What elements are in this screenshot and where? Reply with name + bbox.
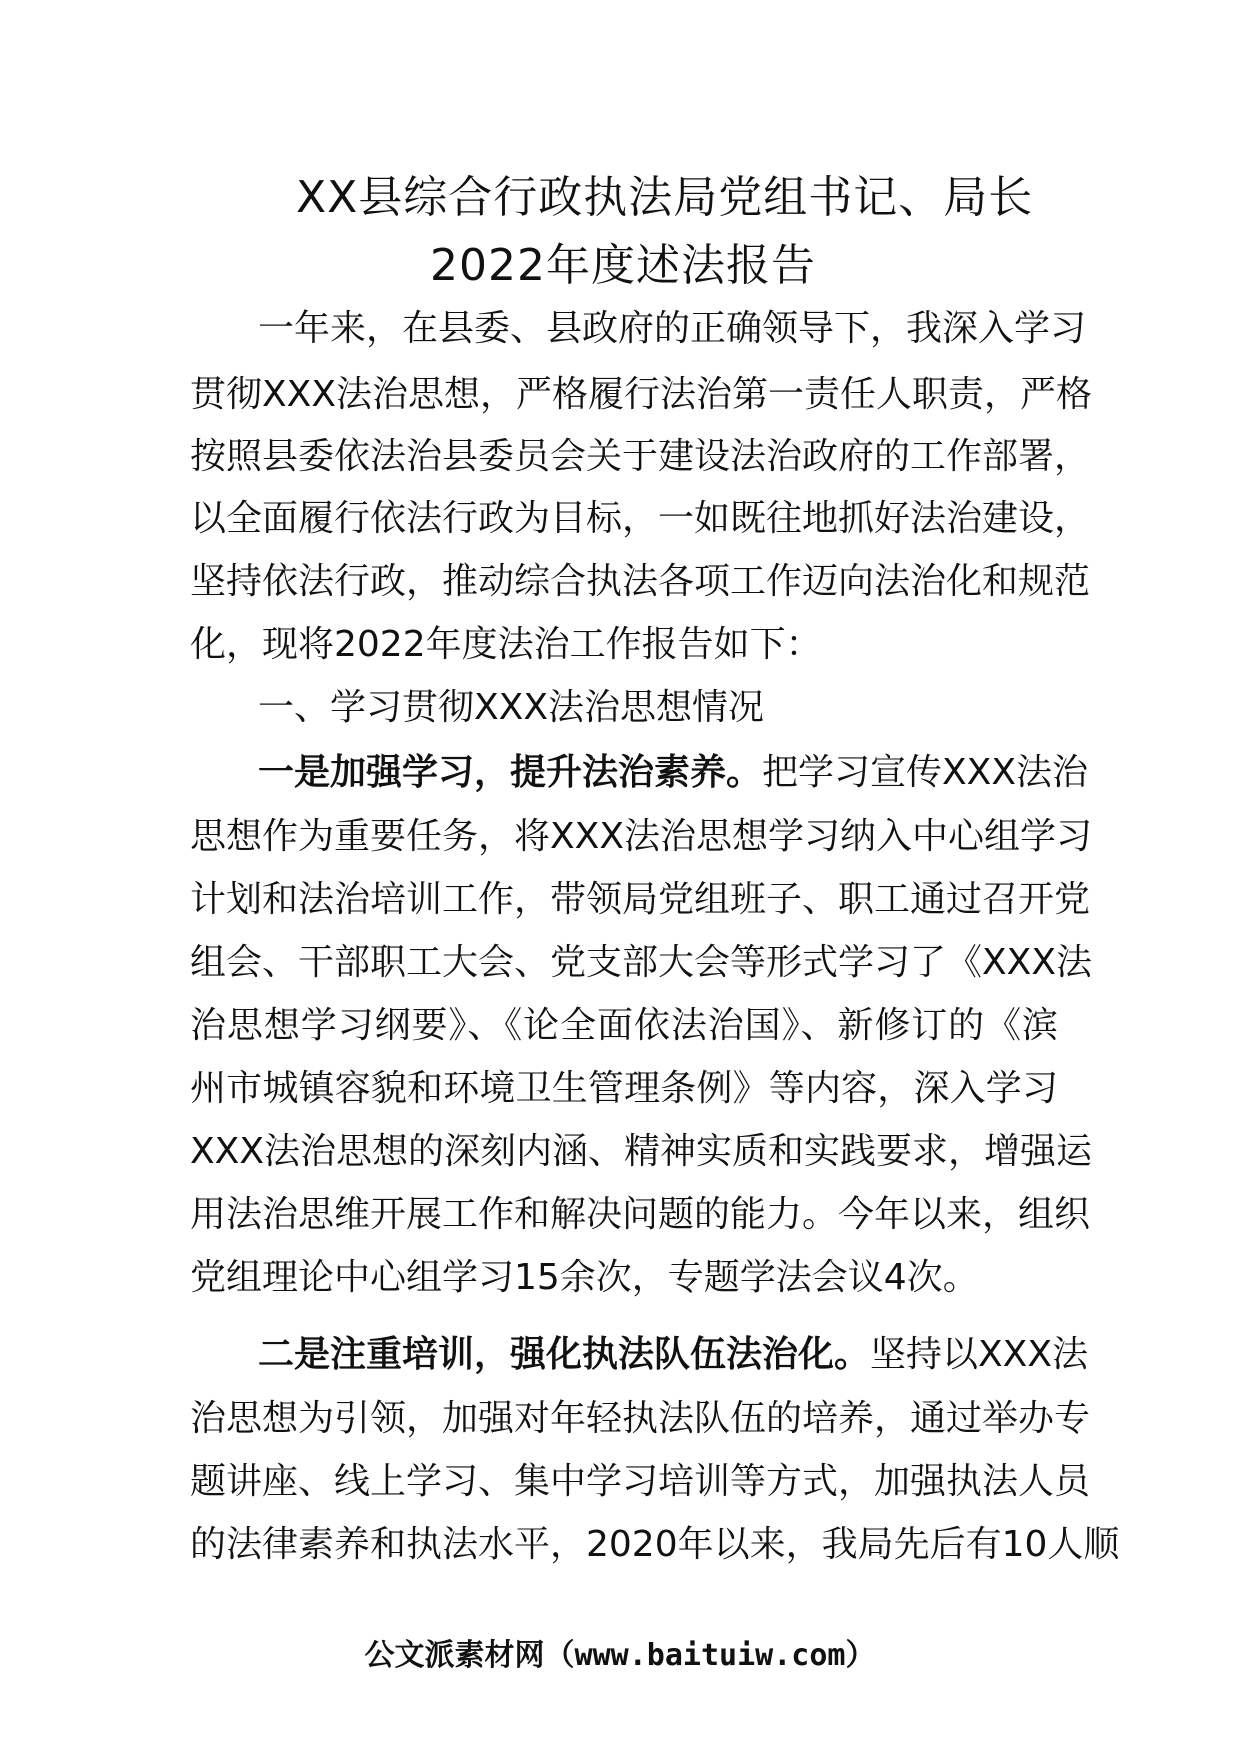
section-heading: 一、学习贯彻XXX法治思想情况 <box>258 687 764 728</box>
paragraph-1-first-rest: 把学习宣传XXX法治 <box>762 752 1089 793</box>
paragraph-1-line: 党组理论中心组学习15余次，专题学法会议4次。 <box>190 1257 979 1298</box>
paragraph-1-line: 治思想学习纲要》、《论全面依法治国》、新修订的《滨 <box>190 1005 1058 1046</box>
paragraph-2-first-line <box>258 1330 1089 1380</box>
intro-line: 按照县委依法治县委员会关于建设法治政府的工作部署， <box>190 436 1091 477</box>
footer-url: （www.baituiw.com） <box>544 1638 876 1673</box>
paragraph-1-line: 组会、干部职工大会、党支部大会等形式学习了《XXX法 <box>190 942 1092 983</box>
document-title-line-2: 2022年度述法报告 <box>430 240 816 291</box>
document-title-line-1: XX县综合行政执法局党组书记、局长 <box>296 172 1034 223</box>
paragraph-2-line: 题讲座、线上学习、集中学习培训等方式，加强执法人员 <box>190 1461 1091 1502</box>
paragraph-1-line: 思想作为重要任务，将XXX法治思想学习纳入中心组学习 <box>190 816 1092 857</box>
intro-line: 贯彻XXX法治思想，严格履行法治第一责任人职责，严格 <box>190 374 1092 415</box>
paragraph-2-lead: 二是注重培训，强化执法队伍法治化。 <box>258 1334 871 1375</box>
paragraph-2-line: 治思想为引领，加强对年轻执法队伍的培养，通过举办专 <box>190 1398 1091 1439</box>
paragraph-1-lead: 一是加强学习，提升法治素养。 <box>258 752 763 793</box>
paragraph-1-line: 州市城镇容貌和环境卫生管理条例》等内容，深入学习 <box>190 1068 1058 1109</box>
paragraph-2-line: 的法律素养和执法水平，2020年以来，我局先后有10人顺 <box>190 1524 1120 1565</box>
paragraph-1-line: 用法治思维开展工作和解决问题的能力。今年以来，组织 <box>190 1194 1091 1235</box>
intro-line: 化，现将2022年度法治工作报告如下： <box>190 624 822 665</box>
intro-line: 坚持依法行政，推动综合执法各项工作迈向法治化和规范 <box>190 561 1091 602</box>
paragraph-1-line: 计划和法治培训工作，带领局党组班子、职工通过召开党 <box>190 879 1091 920</box>
footer-watermark <box>0 1634 1240 1678</box>
paragraph-1-line: XXX法治思想的深刻内涵、精神实质和实践要求，增强运 <box>190 1131 1092 1172</box>
intro-line: 以全面履行依法行政为目标，一如既往地抓好法治建设， <box>190 498 1091 539</box>
intro-line: 一年来，在县委、县政府的正确领导下，我深入学习 <box>258 308 1087 349</box>
paragraph-2-first-rest: 坚持以XXX法 <box>870 1334 1089 1375</box>
footer-site-name: 公文派素材网 <box>364 1638 545 1673</box>
paragraph-1-first-line <box>258 748 1089 798</box>
